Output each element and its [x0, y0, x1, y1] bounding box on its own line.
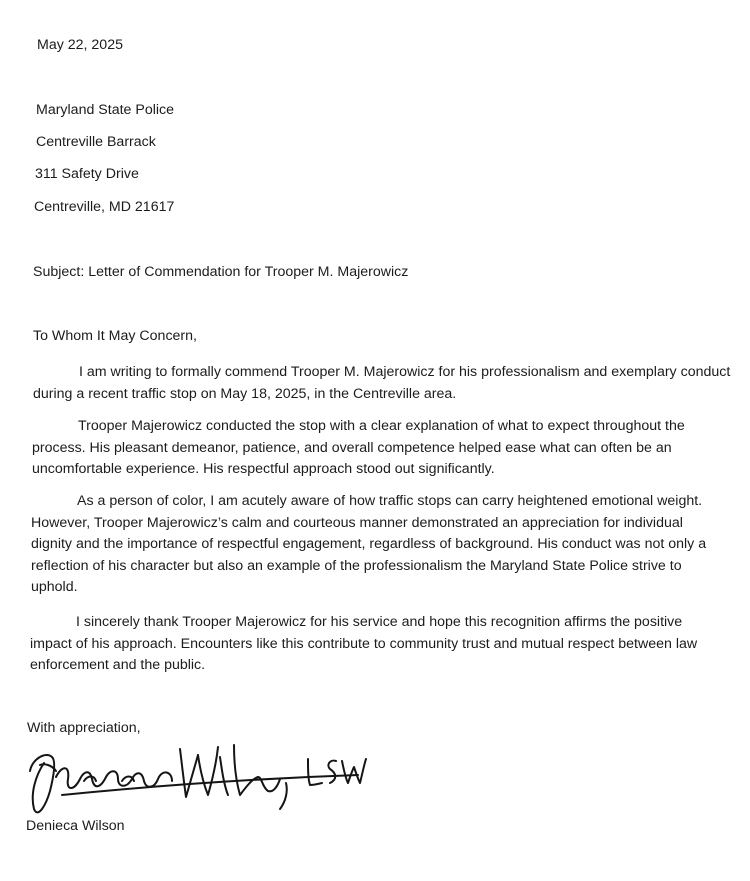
signer-name: Denieca Wilson — [26, 818, 125, 834]
body-paragraph-text: As a person of color, I am acutely aware of how traffic stops can carry heightened emotional weight. However, Trooper Majerowicz’s calm and courteous manner demonstrated an appreciation for individual dignity and the importance of respectful engagement, regardless of background. His conduct was not only a reflection of his character but also an example of the professionalism the Maryland State Police strive to uphold. — [31, 493, 707, 596]
handwritten-signature — [22, 735, 372, 825]
body-paragraph-text: I am writing to formally commend Trooper M. Majerowicz for his professionalism and exemplary conduct during a recent traffic stop on May 18, 2025, in the Centreville area. — [33, 364, 731, 402]
recipient-city-state-zip: Centreville, MD 21617 — [34, 199, 175, 215]
letter-subject: Subject: Letter of Commendation for Trooper M. Majerowicz — [33, 264, 409, 280]
body-paragraph-text: Trooper Majerowicz conducted the stop with a clear explanation of what to expect throughout the process. His pleasant demeanor, patience, and overall competence helped ease what can often be an uncomfortable experience. His respectful approach stood out significantly. — [32, 418, 685, 478]
letter-date: May 22, 2025 — [37, 37, 123, 53]
letter-closing: With appreciation, — [27, 720, 141, 736]
body-paragraph-4 — [30, 612, 724, 677]
body-paragraph-1 — [33, 362, 733, 405]
recipient-organization: Maryland State Police — [36, 102, 175, 118]
body-paragraph-text: I sincerely thank Trooper Majerowicz for his service and hope this recognition affirms the positive impact of his approach. Encounters like this contribute to community trust and mutual respect between law enforcement and the public. — [30, 614, 698, 674]
letter-salutation: To Whom It May Concern, — [33, 328, 197, 344]
recipient-barrack: Centreville Barrack — [36, 134, 156, 150]
body-paragraph-3 — [31, 491, 721, 599]
body-paragraph-2 — [32, 416, 726, 481]
recipient-street: 311 Safety Drive — [35, 166, 139, 182]
signature-drawing — [22, 735, 372, 825]
